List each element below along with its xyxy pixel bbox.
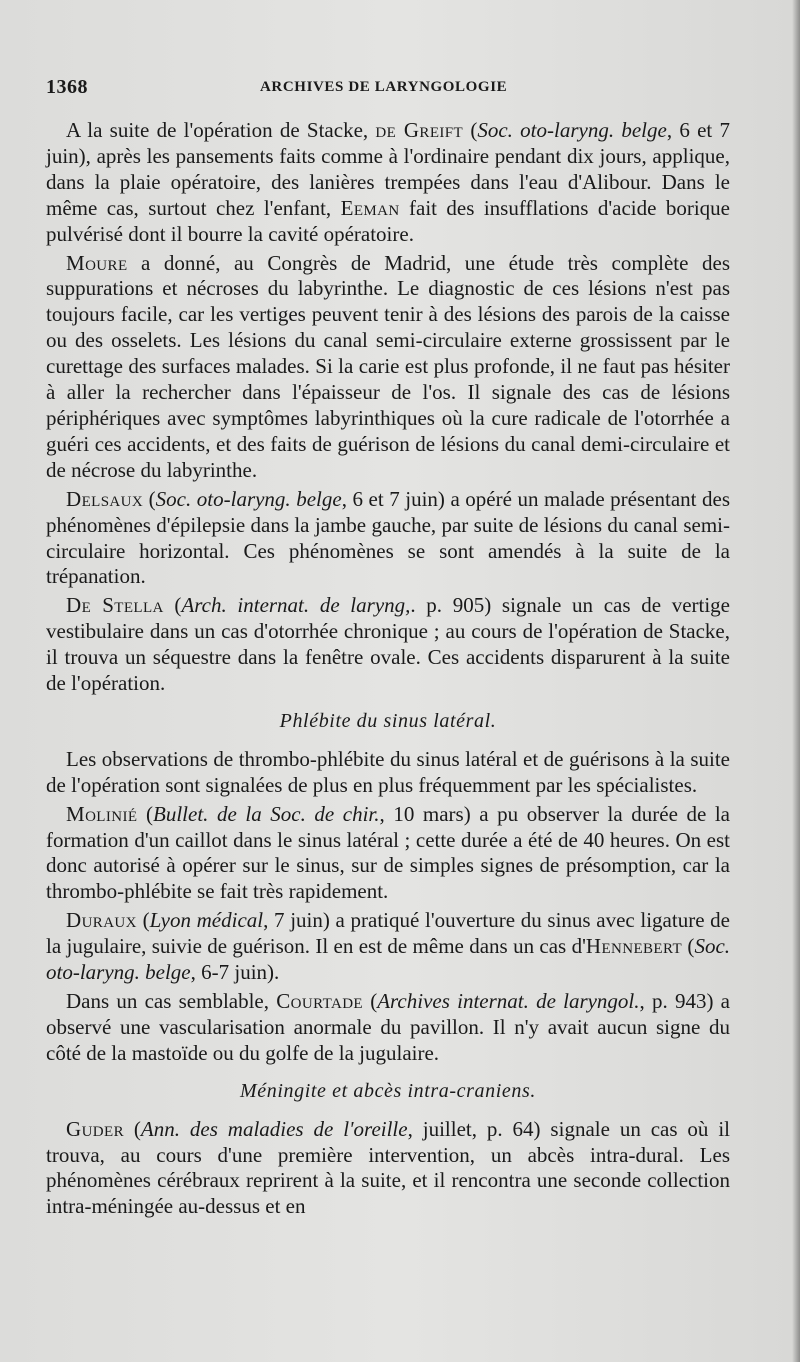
source-citation: Bullet. de la Soc. de chir. (153, 801, 380, 826)
page-body (46, 118, 730, 1223)
text: . p. 905) signale un cas de vertige vestibulaire dans un cas d'otorrhée chronique ; au cours de l'opération de Stacke, il trouva un séquestre dans la fenêtre ovale. Ces accidents disparurent à la suite de l'opération. (46, 593, 730, 696)
text: Les observations de thrombo-phlébite du sinus latéral et de guérisons à la suite de l'opération sont signalées de plus en plus fréquemment par les spécialistes. (46, 746, 730, 797)
source-citation: Soc. oto-laryng. belge (155, 486, 342, 511)
text: ( (136, 908, 150, 933)
paragraph (46, 251, 730, 484)
section-heading: Méningite et abcès intra-craniens. (240, 1079, 536, 1102)
paragraph (46, 118, 730, 248)
text: , 6-7 juin). (190, 960, 280, 985)
source-citation: Lyon médical (149, 908, 264, 933)
author-name: de Greift (375, 118, 464, 142)
paragraph (46, 487, 730, 591)
text: , 6 et 7 juin), après les pansements faits comme à l'ordinaire pendant dix jours, applique, dans la plaie opératoire, des lanières trempées dans l'eau d'Alibour. Dans le même cas, surtout chez l'enfant, (46, 118, 730, 220)
page-header (46, 76, 736, 106)
paragraph (46, 747, 730, 799)
text: ( (362, 989, 378, 1013)
running-head: ARCHIVES DE LARYNGOLOGIE (260, 79, 508, 95)
paragraph (46, 908, 730, 986)
author-name: De Stella (66, 593, 164, 618)
author-name: Delsaux (66, 486, 144, 511)
text: , 6 et 7 juin) a opéré un malade présentant des phénomènes d'épilepsie dans la jambe gauche, par suite de lésions du canal semi-circulaire horizontal. Ces phénomènes se sont amendés à la suite de la trépanation. (46, 486, 730, 589)
text: ( (682, 934, 695, 959)
text: fait des insufflations d'acide borique pulvérisé dont il bourre la cavité opératoire. (46, 195, 730, 246)
paragraph (46, 802, 730, 906)
section-heading: Phlébite du sinus latéral. (279, 709, 497, 732)
text: a donné, au Congrès de Madrid, une étude très complète des suppurations et nécroses du labyrinthe. Le diagnostic de ces lésions n'est pas toujours facile, car les vertiges peuvent tenir à des lésions des parois de la caisse ou des osselets. Les lésions du canal semi-circulaire externe grossissent par le curettage des surfaces malades. Si la carie est plus profonde, il ne faut pas hésiter à aller la rechercher dans l'épaisseur de l'os. Il signale des cas de lésions périphériques avec symptômes labyrinthiques où la cure radicale de l'otorrhée a guéri ces accidents, et des faits de guérison de lésions du canal demi-circulaire et de nécrose du labyrinthe. (46, 250, 730, 482)
source-citation: Archives internat. de laryngol. (377, 989, 640, 1013)
page-number: 1368 (46, 76, 88, 98)
author-name: Hennebert (585, 934, 683, 959)
paragraph (46, 593, 730, 697)
text: ( (137, 801, 154, 826)
text: ( (163, 593, 182, 618)
text: ( (143, 486, 156, 511)
author-name: Moure (66, 250, 128, 275)
text: , 7 juin) a pratiqué l'ouverture du sinus avec ligature de la jugulaire, suivie de guérison. Il en est de même dans un cas d' (46, 908, 731, 959)
source-citation: Soc. oto-laryng. belge (477, 118, 667, 142)
author-name: Guder (66, 1116, 124, 1141)
text: , 10 mars) a pu observer la durée de la formation d'un caillot dans le sinus latéral ; cette durée a été de 40 heures. On est donc autorisé à opérer sur le sinus, sur de simples signes de présomption, car la thrombo-phlébite se fait très rapidement. (46, 801, 731, 904)
text: , p. 943) a observé une vascularisation anormale du pavillon. Il n'y avait aucun signe du côté de la mastoïde ou du golfe de la jugulaire. (46, 989, 730, 1065)
text: A la suite de l'opération de Stacke, (66, 118, 376, 142)
author-name: Molinié (66, 801, 138, 826)
text: ( (463, 118, 478, 142)
text: , juillet, p. 64) signale un cas où il trouva, au cours d'une première intervention, un abcès intra-dural. Les phénomènes cérébraux reprirent à la suite, et il rencontra une seconde collection intra-méningée au-dessus et en (46, 1116, 730, 1219)
page-edge-shadow (792, 0, 800, 1362)
author-name: Duraux (66, 908, 137, 933)
paragraph (46, 989, 730, 1067)
source-citation: Ann. des maladies de l'oreille (140, 1116, 408, 1141)
text: ( (124, 1116, 141, 1141)
author-name: Courtade (276, 989, 363, 1013)
source-citation: Arch. internat. de laryng, (181, 593, 411, 618)
source-citation: Soc. oto-laryng. belge (46, 934, 731, 985)
author-name: Eeman (340, 195, 400, 220)
paragraph (46, 1117, 730, 1221)
text: Dans un cas semblable, (66, 989, 277, 1013)
